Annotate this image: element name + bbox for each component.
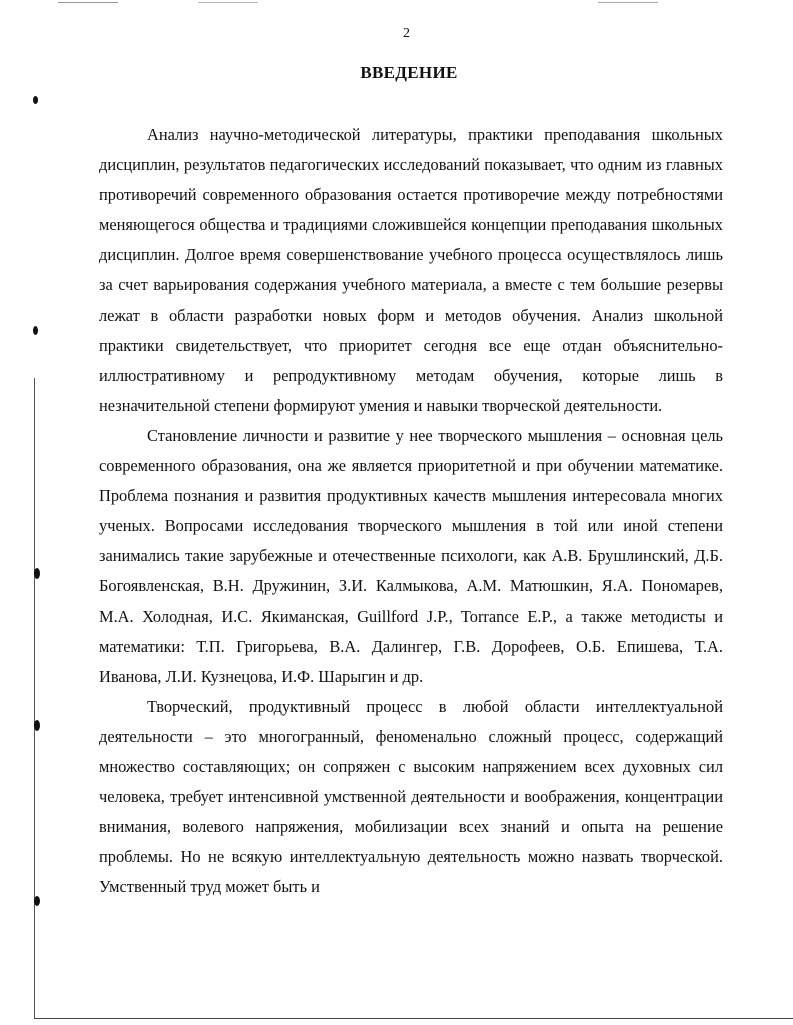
punch-hole-mark (34, 568, 40, 579)
scan-edge-bottom (34, 1018, 793, 1019)
punch-hole-mark (34, 896, 40, 906)
scan-edge-left (34, 378, 35, 1018)
body-text (99, 120, 723, 902)
paragraph: Творческий, продуктивный процесс в любой области интеллектуальной деятельности – это многогранный, феноменально сложный процесс, содержащий множество составляющих; он сопряжен с высоким напряжением всех духовных сил человека, требует интенсивной умственной деятельности и воображения, концентрации внимания, волевого напряжения, мобилизации всех знаний и опыта на решение проблемы. Но не всякую интеллектуальную деятельность можно назвать творческой. Умственный труд может быть и (99, 696, 723, 897)
page-number: 2 (403, 26, 410, 41)
paragraph: Становление личности и развитие у нее творческого мышления – основная цель современного образования, она же является приоритетной и при обучении математике. Проблема познания и развития продуктивных качеств мышления интересовала многих ученых. Вопросами исследования творческого мышления в той или иной степени занимались такие зарубежные и отечественные психологи, как А.В. Брушлинский, Д.Б. Богоявленская, В.Н. Дружинин, З.И. Калмыкова, А.М. Матюшкин, Я.А. Пономарев, М.А. Холодная, И.С. Якиманская, Guillford J.P., Torrance E.P., а также методисты и математики: Т.П. Григорьева, В.А. Далингер, Г.В. Дорофеев, О.Б. Епишева, Т.А. Иванова, Л.И. Кузнецова, И.Ф. Шарыгин и др. (99, 425, 723, 686)
punch-hole-mark (33, 326, 38, 335)
punch-hole-mark (34, 720, 40, 731)
paragraph: Анализ научно-методической литературы, практики преподавания школьных дисциплин, результатов педагогических исследований показывает, что одним из главных противоречий современного образования остается противоречие между потребностями меняющегося общества и традициями сложившейся концепции преподавания школьных дисциплин. Долгое время совершенствование учебного процесса осуществлялось лишь за счет варьирования содержания учебного материала, а вместе с тем большие резервы лежат в области разработки новых форм и методов обучения. Анализ школьной практики свидетельствует, что приоритет сегодня все еще отдан объяснительно-иллюстративному и репродуктивному методам обучения, которые лишь в незначительной степени формируют умения и навыки творческой деятельности. (99, 125, 723, 415)
scan-edge-top (58, 2, 738, 3)
section-heading: ВВЕДЕНИЕ (360, 63, 458, 82)
punch-hole-mark (33, 96, 38, 104)
